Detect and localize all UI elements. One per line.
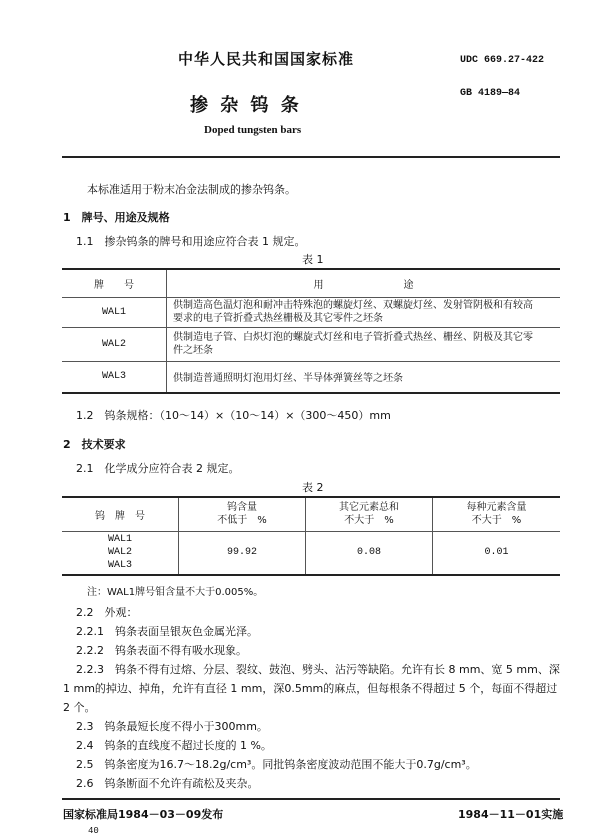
clause-2-2-3-line3: 2 个。 — [63, 701, 96, 714]
table-row — [62, 297, 560, 327]
table2-caption: 表 2 — [302, 481, 324, 494]
gb-code: GB 4189—84 — [460, 88, 521, 99]
table-row — [62, 531, 560, 575]
header-rule — [62, 156, 560, 158]
section2-heading: 2 技术要求 — [63, 438, 126, 451]
footer-rule — [62, 798, 560, 800]
table1-grade-cell: WAL3 — [62, 361, 167, 393]
intro-text: 本标准适用于粉末冶金法制成的掺杂钨条。 — [87, 183, 296, 196]
table1-use-line: 供制造电子管、白炽灯泡的螺旋式灯丝和电子管折叠式热丝、栅丝、阴极及其它零 — [173, 332, 533, 343]
table2-grade: WAL1 — [107, 534, 132, 546]
clause-2-2-1: 2.2.1 钨条表面呈银灰色金属光泽。 — [76, 625, 258, 638]
section1-heading: 1 牌号、用途及规格 — [63, 211, 170, 224]
clause-1-2: 1.2 钨条规格：（10～14）×（10～14）×（300～450）mm — [76, 409, 391, 422]
table1-grade-cell: WAL1 — [62, 297, 167, 327]
table2-grades-cell — [62, 531, 179, 575]
issue-date: 国家标准局1984－03－09发布 — [63, 808, 224, 821]
table1-grade-cell: WAL2 — [62, 327, 167, 361]
table1 — [62, 268, 560, 394]
clause-2-6: 2.6 钨条断面不允许有疏松及夹杂。 — [76, 777, 259, 790]
table1-header-grade: 牌 号 — [62, 269, 167, 297]
udc-code: UDC 669.27-422 — [460, 55, 545, 66]
table1-use-cell — [167, 327, 561, 361]
table1-caption: 表 1 — [302, 253, 324, 266]
clause-2-3: 2.3 钨条最短长度不得小于300mm。 — [76, 720, 268, 733]
clause-2-2-3-line2: 1 mm的掉边、掉角，允许有直径 1 mm，深0.5mm的麻点，但每根条不得超过 5 个，每面不得超过 — [63, 682, 558, 695]
table1-use-line: 件之坯条 — [173, 345, 213, 356]
table2-note: 注：WAL1牌号钼含量不大于0.005%。 — [87, 587, 264, 598]
table2-header-other-line1: 其它元素总和 — [339, 502, 399, 514]
table-row — [62, 327, 560, 361]
clause-2-1: 2.1 化学成分应符合表 2 规定。 — [76, 462, 240, 475]
table1-header-row — [62, 269, 560, 297]
table2-header-each — [433, 497, 561, 531]
page-title: 掺 杂 钨 条 — [190, 95, 302, 116]
standard-authority: 中华人民共和国国家标准 — [178, 50, 355, 68]
clause-2-4: 2.4 钨条的直线度不超过长度的 1 %。 — [76, 739, 272, 752]
table2-header-other — [306, 497, 433, 531]
clause-2-2: 2.2 外观： — [76, 606, 138, 619]
table1-use-line: 供制造高色温灯泡和耐冲击特殊泡的螺旋灯丝、双螺旋灯丝、发射管阴极和有较高 — [173, 300, 533, 311]
table2-each-value: 0.01 — [484, 547, 509, 559]
table1-header-use: 用 途 — [167, 269, 561, 297]
clause-2-2-2: 2.2.2 钨条表面不得有吸水现象。 — [76, 644, 247, 657]
table2-w-value: 99.92 — [179, 531, 306, 575]
clause-2-5: 2.5 钨条密度为16.7～18.2g/cm³。同批钨条密度波动范围不能大于0.7g/cm³。 — [76, 758, 477, 771]
table2-header-w-line2: 不低于 % — [217, 515, 267, 527]
table2-header-row — [62, 497, 560, 531]
table2 — [62, 496, 560, 576]
table2-grade: WAL2 — [107, 547, 132, 559]
page-number: 40 — [88, 826, 99, 836]
table-row — [62, 361, 560, 393]
table1-use-line: 要求的电子管折叠式热丝栅极及其它零件之坯条 — [173, 313, 383, 324]
clause-1-1: 1.1 掺杂钨条的牌号和用途应符合表 1 规定。 — [76, 235, 306, 248]
table1-use-cell: 供制造普通照明灯泡用灯丝、半导体弹簧丝等之坯条 — [173, 373, 403, 385]
table2-header-each-line2: 不大于 % — [471, 515, 522, 527]
effective-date: 1984－11－01实施 — [458, 808, 564, 821]
table2-header-other-line2: 不大于 % — [344, 515, 394, 527]
table2-header-w-line1: 钨含量 — [227, 502, 257, 514]
table1-use-cell — [167, 297, 561, 327]
clause-2-2-3-line1: 2.2.3 钨条不得有过熔、分层、裂纹、鼓泡、劈头、沾污等缺陷。允许有长 8 mm、宽 5 mm、深 — [76, 663, 560, 676]
table2-header-each-line1: 每种元素含量 — [466, 502, 527, 514]
table2-grade: WAL3 — [107, 560, 132, 572]
english-title: Doped tungsten bars — [204, 124, 302, 136]
table2-other-value: 0.08 — [306, 531, 433, 575]
table2-header-w — [179, 497, 306, 531]
table2-header-grade: 钨 牌 号 — [62, 497, 179, 531]
